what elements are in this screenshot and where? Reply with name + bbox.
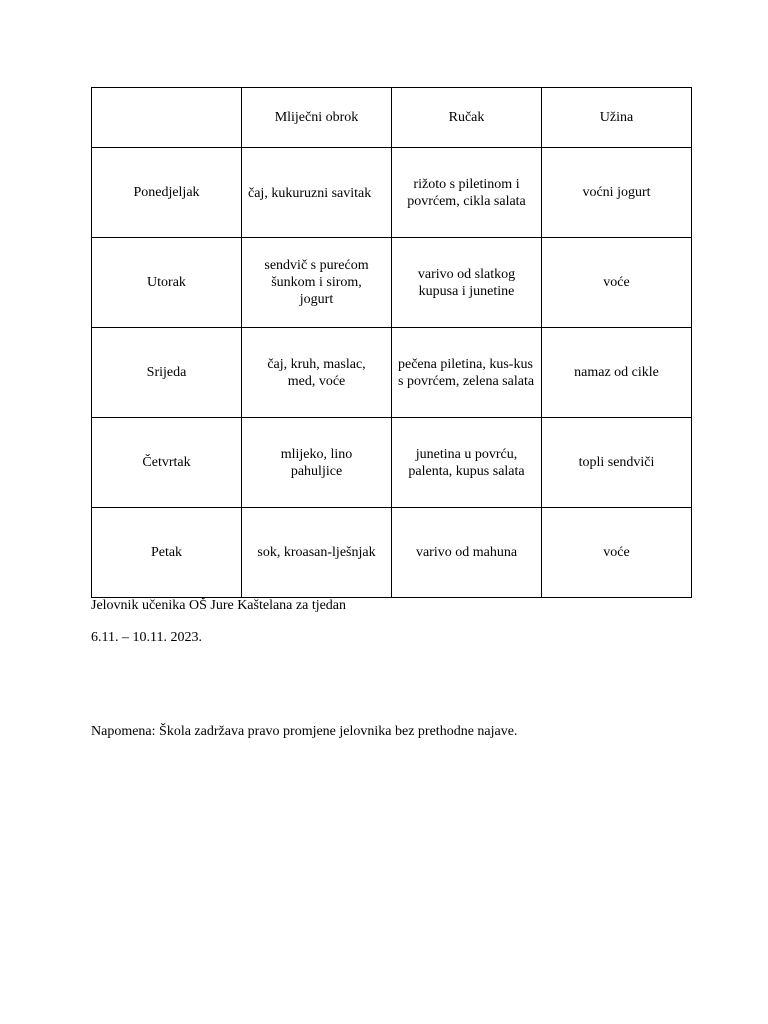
day-cell: Ponedjeljak <box>92 148 242 238</box>
menu-note: Napomena: Škola zadržava pravo promjene jelovnika bez prethodne najave. <box>91 724 518 739</box>
mlijecni-cell: čaj, kruh, maslac, med, voće <box>242 328 392 418</box>
rucak-cell: varivo od mahuna <box>392 508 542 598</box>
menu-table <box>91 87 692 598</box>
menu-caption-dates: 6.11. – 10.11. 2023. <box>91 630 202 645</box>
rucak-cell: varivo od slatkog kupusa i junetine <box>392 238 542 328</box>
header-cell-empty <box>92 88 242 148</box>
mlijecni-cell: sok, kroasan-lješnjak <box>242 508 392 598</box>
uzina-cell: voće <box>542 238 692 328</box>
table-row <box>92 238 692 328</box>
mlijecni-cell: mlijeko, lino pahuljice <box>242 418 392 508</box>
table-row <box>92 148 692 238</box>
day-cell: Utorak <box>92 238 242 328</box>
mlijecni-cell: čaj, kukuruzni savitak <box>242 148 392 238</box>
uzina-cell: voćni jogurt <box>542 148 692 238</box>
table-header-row <box>92 88 692 148</box>
day-cell: Petak <box>92 508 242 598</box>
table-row <box>92 418 692 508</box>
menu-caption-title: Jelovnik učenika OŠ Jure Kaštelana za tjedan <box>91 598 347 613</box>
header-cell-rucak: Ručak <box>392 88 542 148</box>
day-cell: Srijeda <box>92 328 242 418</box>
day-cell: Četvrtak <box>92 418 242 508</box>
uzina-cell: voće <box>542 508 692 598</box>
rucak-cell: pečena piletina, kus-kus s povrćem, zelena salata <box>392 328 542 418</box>
table-row <box>92 508 692 598</box>
rucak-cell: junetina u povrću, palenta, kupus salata <box>392 418 542 508</box>
uzina-cell: namaz od cikle <box>542 328 692 418</box>
table-row <box>92 328 692 418</box>
header-cell-uzina: Užina <box>542 88 692 148</box>
mlijecni-cell: sendvič s purećom šunkom i sirom, jogurt <box>242 238 392 328</box>
uzina-cell: topli sendviči <box>542 418 692 508</box>
header-cell-mlijecni-obrok: Mliječni obrok <box>242 88 392 148</box>
rucak-cell: rižoto s piletinom i povrćem, cikla salata <box>392 148 542 238</box>
